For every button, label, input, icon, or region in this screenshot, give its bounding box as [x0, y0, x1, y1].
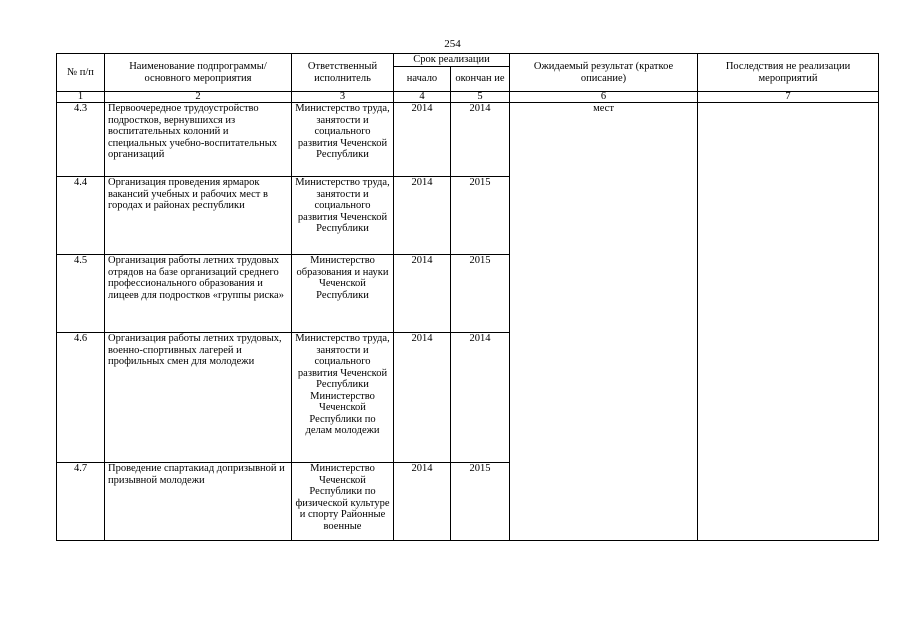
table-row	[57, 103, 879, 177]
row-start: 2014	[394, 103, 451, 177]
row-start: 2014	[394, 177, 451, 255]
row-name: Организация работы летних трудовых отрядов на базе организаций среднего профессионального образования и лицеев для подростков «группы риска»	[105, 255, 292, 333]
column-number: 3	[292, 92, 394, 103]
row-end: 2014	[451, 103, 510, 177]
column-number: 7	[698, 92, 879, 103]
header-end: окончан ие	[451, 67, 510, 92]
row-num: 4.4	[57, 177, 105, 255]
column-number-row	[57, 92, 879, 103]
row-executor: Министерство образования и науки Чеченской Республики	[292, 255, 394, 333]
row-start: 2014	[394, 255, 451, 333]
row-start: 2014	[394, 333, 451, 463]
header-term: Срок реализации	[394, 54, 510, 67]
consequences	[698, 103, 879, 541]
row-num: 4.3	[57, 103, 105, 177]
column-number: 1	[57, 92, 105, 103]
column-number: 5	[451, 92, 510, 103]
row-start: 2014	[394, 463, 451, 541]
header-name: Наименование подпрограммы/ основного мероприятия	[105, 54, 292, 92]
row-num: 4.5	[57, 255, 105, 333]
header-row-top	[57, 54, 879, 67]
row-name: Организация работы летних трудовых, военно-спортивных лагерей и профильных смен для молодежи	[105, 333, 292, 463]
row-executor: Министерство труда, занятости и социального развития Чеченской Республики Министерство Чеченской Республики по делам молодежи	[292, 333, 394, 463]
expected-result: мест	[510, 103, 698, 541]
row-end: 2015	[451, 463, 510, 541]
row-name: Проведение спартакиад допризывной и призывной молодежи	[105, 463, 292, 541]
row-name: Первоочередное трудоустройство подростков, вернувшихся из воспитательных колоний и специальных учебно-воспитательных организаций	[105, 103, 292, 177]
column-number: 2	[105, 92, 292, 103]
header-num: № п/п	[57, 54, 105, 92]
row-executor: Министерство труда, занятости и социального развития Чеченской Республики	[292, 103, 394, 177]
header-executor: Ответственный исполнитель	[292, 54, 394, 92]
row-end: 2015	[451, 177, 510, 255]
row-end: 2015	[451, 255, 510, 333]
column-number: 6	[510, 92, 698, 103]
header-result: Ожидаемый результат (краткое описание)	[510, 54, 698, 92]
measures-table	[56, 53, 879, 541]
row-num: 4.6	[57, 333, 105, 463]
column-number: 4	[394, 92, 451, 103]
row-executor: Министерство Чеченской Республики по физической культуре и спорту Районные военные	[292, 463, 394, 541]
row-num: 4.7	[57, 463, 105, 541]
row-executor: Министерство труда, занятости и социального развития Чеченской Республики	[292, 177, 394, 255]
row-name: Организация проведения ярмарок вакансий учебных и рабочих мест в городах и районах республики	[105, 177, 292, 255]
row-end: 2014	[451, 333, 510, 463]
page-number: 254	[444, 38, 461, 50]
header-start: начало	[394, 67, 451, 92]
header-consequences: Последствия не реализации мероприятий	[698, 54, 879, 92]
